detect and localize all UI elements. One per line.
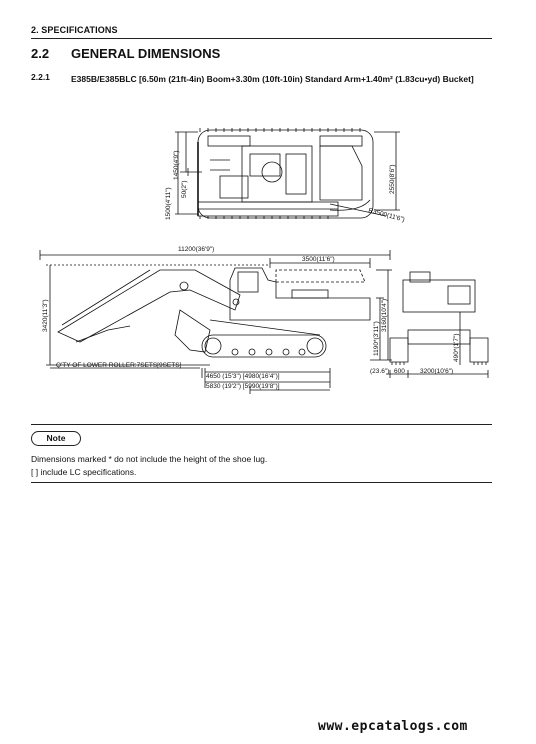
note-line-2: [ ] include LC specifications. <box>31 467 137 477</box>
footer-watermark: www.epcatalogs.com <box>318 719 468 734</box>
side-view-excavator <box>58 268 370 357</box>
note-top-rule <box>31 424 492 425</box>
dim-ground-clearance: 490*(1'7") <box>453 333 460 362</box>
section-header-label: 2. SPECIFICATIONS <box>31 25 118 35</box>
dim-track-length: 5830 (19'2") [5990(19'8")] <box>206 383 280 390</box>
dim-tail-length: 3500(11'6") <box>302 256 335 263</box>
note-bottom-rule <box>31 482 492 483</box>
note-badge: Note <box>31 431 81 446</box>
dim-tumbler: 4650 (15'3") [4980(16'4")] <box>206 373 280 380</box>
dim-2550: 2550(8'6") <box>389 164 396 194</box>
front-view-excavator <box>390 272 488 365</box>
dim-clearance: 1190*(3'11") <box>373 321 380 356</box>
subsection-number: 2.2.1 <box>31 72 50 82</box>
dim-shoe-offset: (23.6") <box>370 368 390 375</box>
header-rule <box>31 38 492 39</box>
dim-50: 50(2") <box>181 180 188 198</box>
subsection-title: E385B/E385BLC [6.50m (21ft-4in) Boom+3.30m (10ft-10in) Standard Arm+1.40m² (1.83cu•yd) Bucket] <box>71 74 474 84</box>
note-line-1: Dimensions marked * do not include the height of the shoe lug. <box>31 454 268 464</box>
lower-roller-qty: Q'TY OF LOWER ROLLER:7SETS[9SETS] <box>56 362 182 369</box>
dim-r3500: R3500(11'6") <box>367 207 406 224</box>
dim-overall-length: 11200(36'9") <box>178 246 215 253</box>
dim-1450: 1450(4'9") <box>173 150 180 180</box>
dim-shoe-width: 600 <box>394 368 405 375</box>
dimension-drawing <box>30 120 500 405</box>
top-view-machine <box>198 128 373 219</box>
section-number: 2.2 <box>31 46 50 61</box>
section-title: GENERAL DIMENSIONS <box>71 46 221 61</box>
dim-overall-height: 3420(11'3") <box>42 299 49 332</box>
dim-gauge: 3200(10'6") <box>420 368 454 375</box>
dim-cab-height: 3160(10'4") <box>381 298 388 332</box>
dim-1500: 1500(4'11") <box>165 187 172 220</box>
